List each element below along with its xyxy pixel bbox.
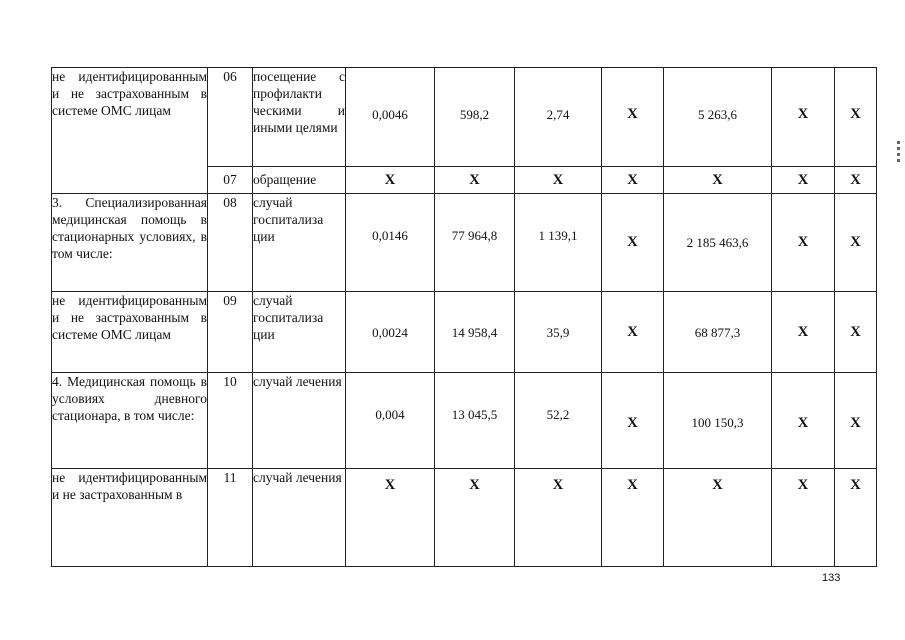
value-cell: Х (772, 373, 835, 469)
value-cell: 14 958,4 (435, 292, 515, 373)
page-number: 133 (822, 572, 841, 584)
value-cell: 0,004 (346, 373, 435, 469)
row-unit: обращение (253, 167, 346, 194)
row-unit: случай лечения (253, 469, 346, 567)
value-cell: 68 877,3 (664, 292, 772, 373)
data-table (51, 67, 877, 567)
row-description: не идентифицированным и не застрахованным в системе ОМС лицам (52, 292, 208, 373)
value-cell: 100 150,3 (664, 373, 772, 469)
value-cell: Х (602, 469, 664, 567)
row-code: 07 (208, 167, 253, 194)
value-cell: Х (772, 469, 835, 567)
value-cell: Х (346, 167, 435, 194)
value-cell: 0,0146 (346, 194, 435, 292)
value-cell: Х (835, 68, 877, 167)
value-cell: Х (515, 167, 602, 194)
value-cell: Х (602, 167, 664, 194)
value-cell: Х (602, 194, 664, 292)
row-description: не идентифицированным и не застрахованным в системе ОМС лицам (52, 68, 208, 194)
row-code: 08 (208, 194, 253, 292)
value-cell: Х (772, 167, 835, 194)
value-cell: 52,2 (515, 373, 602, 469)
value-cell: 13 045,5 (435, 373, 515, 469)
value-cell: Х (835, 469, 877, 567)
value-cell: 2 185 463,6 (664, 194, 772, 292)
value-cell: Х (772, 292, 835, 373)
value-cell: Х (772, 194, 835, 292)
value-cell: Х (664, 469, 772, 567)
value-cell: Х (515, 469, 602, 567)
row-unit: случай лечения (253, 373, 346, 469)
value-cell: 35,9 (515, 292, 602, 373)
scan-margin-mark (896, 138, 901, 170)
value-cell: 598,2 (435, 68, 515, 167)
table-row (52, 194, 877, 292)
row-code: 06 (208, 68, 253, 167)
value-cell: 2,74 (515, 68, 602, 167)
value-cell: Х (835, 292, 877, 373)
value-cell: Х (602, 292, 664, 373)
value-cell: 77 964,8 (435, 194, 515, 292)
value-cell: Х (435, 167, 515, 194)
value-cell: Х (602, 373, 664, 469)
value-cell: Х (772, 68, 835, 167)
row-description: не идентифицированным и не застрахованным в (52, 469, 208, 567)
value-cell: 5 263,6 (664, 68, 772, 167)
value-cell: Х (346, 469, 435, 567)
row-code: 10 (208, 373, 253, 469)
value-cell: Х (835, 167, 877, 194)
value-cell: 0,0024 (346, 292, 435, 373)
table-row (52, 469, 877, 567)
value-cell: Х (602, 68, 664, 167)
table-row (52, 373, 877, 469)
row-unit: посещение с профилакти ческими и иными целями (253, 68, 346, 167)
value-cell: 0,0046 (346, 68, 435, 167)
row-code: 09 (208, 292, 253, 373)
row-unit: случай госпитализа ции (253, 292, 346, 373)
table-row (52, 68, 877, 167)
value-cell: Х (664, 167, 772, 194)
row-description: 3. Специализированная медицинская помощь в стационарных условиях, в том числе: (52, 194, 208, 292)
row-description: 4. Медицинская помощь в условиях дневного стационара, в том числе: (52, 373, 208, 469)
table-row (52, 292, 877, 373)
row-unit: случай госпитализа ции (253, 194, 346, 292)
value-cell: Х (835, 194, 877, 292)
value-cell: Х (435, 469, 515, 567)
row-code: 11 (208, 469, 253, 567)
value-cell: Х (835, 373, 877, 469)
value-cell: 1 139,1 (515, 194, 602, 292)
